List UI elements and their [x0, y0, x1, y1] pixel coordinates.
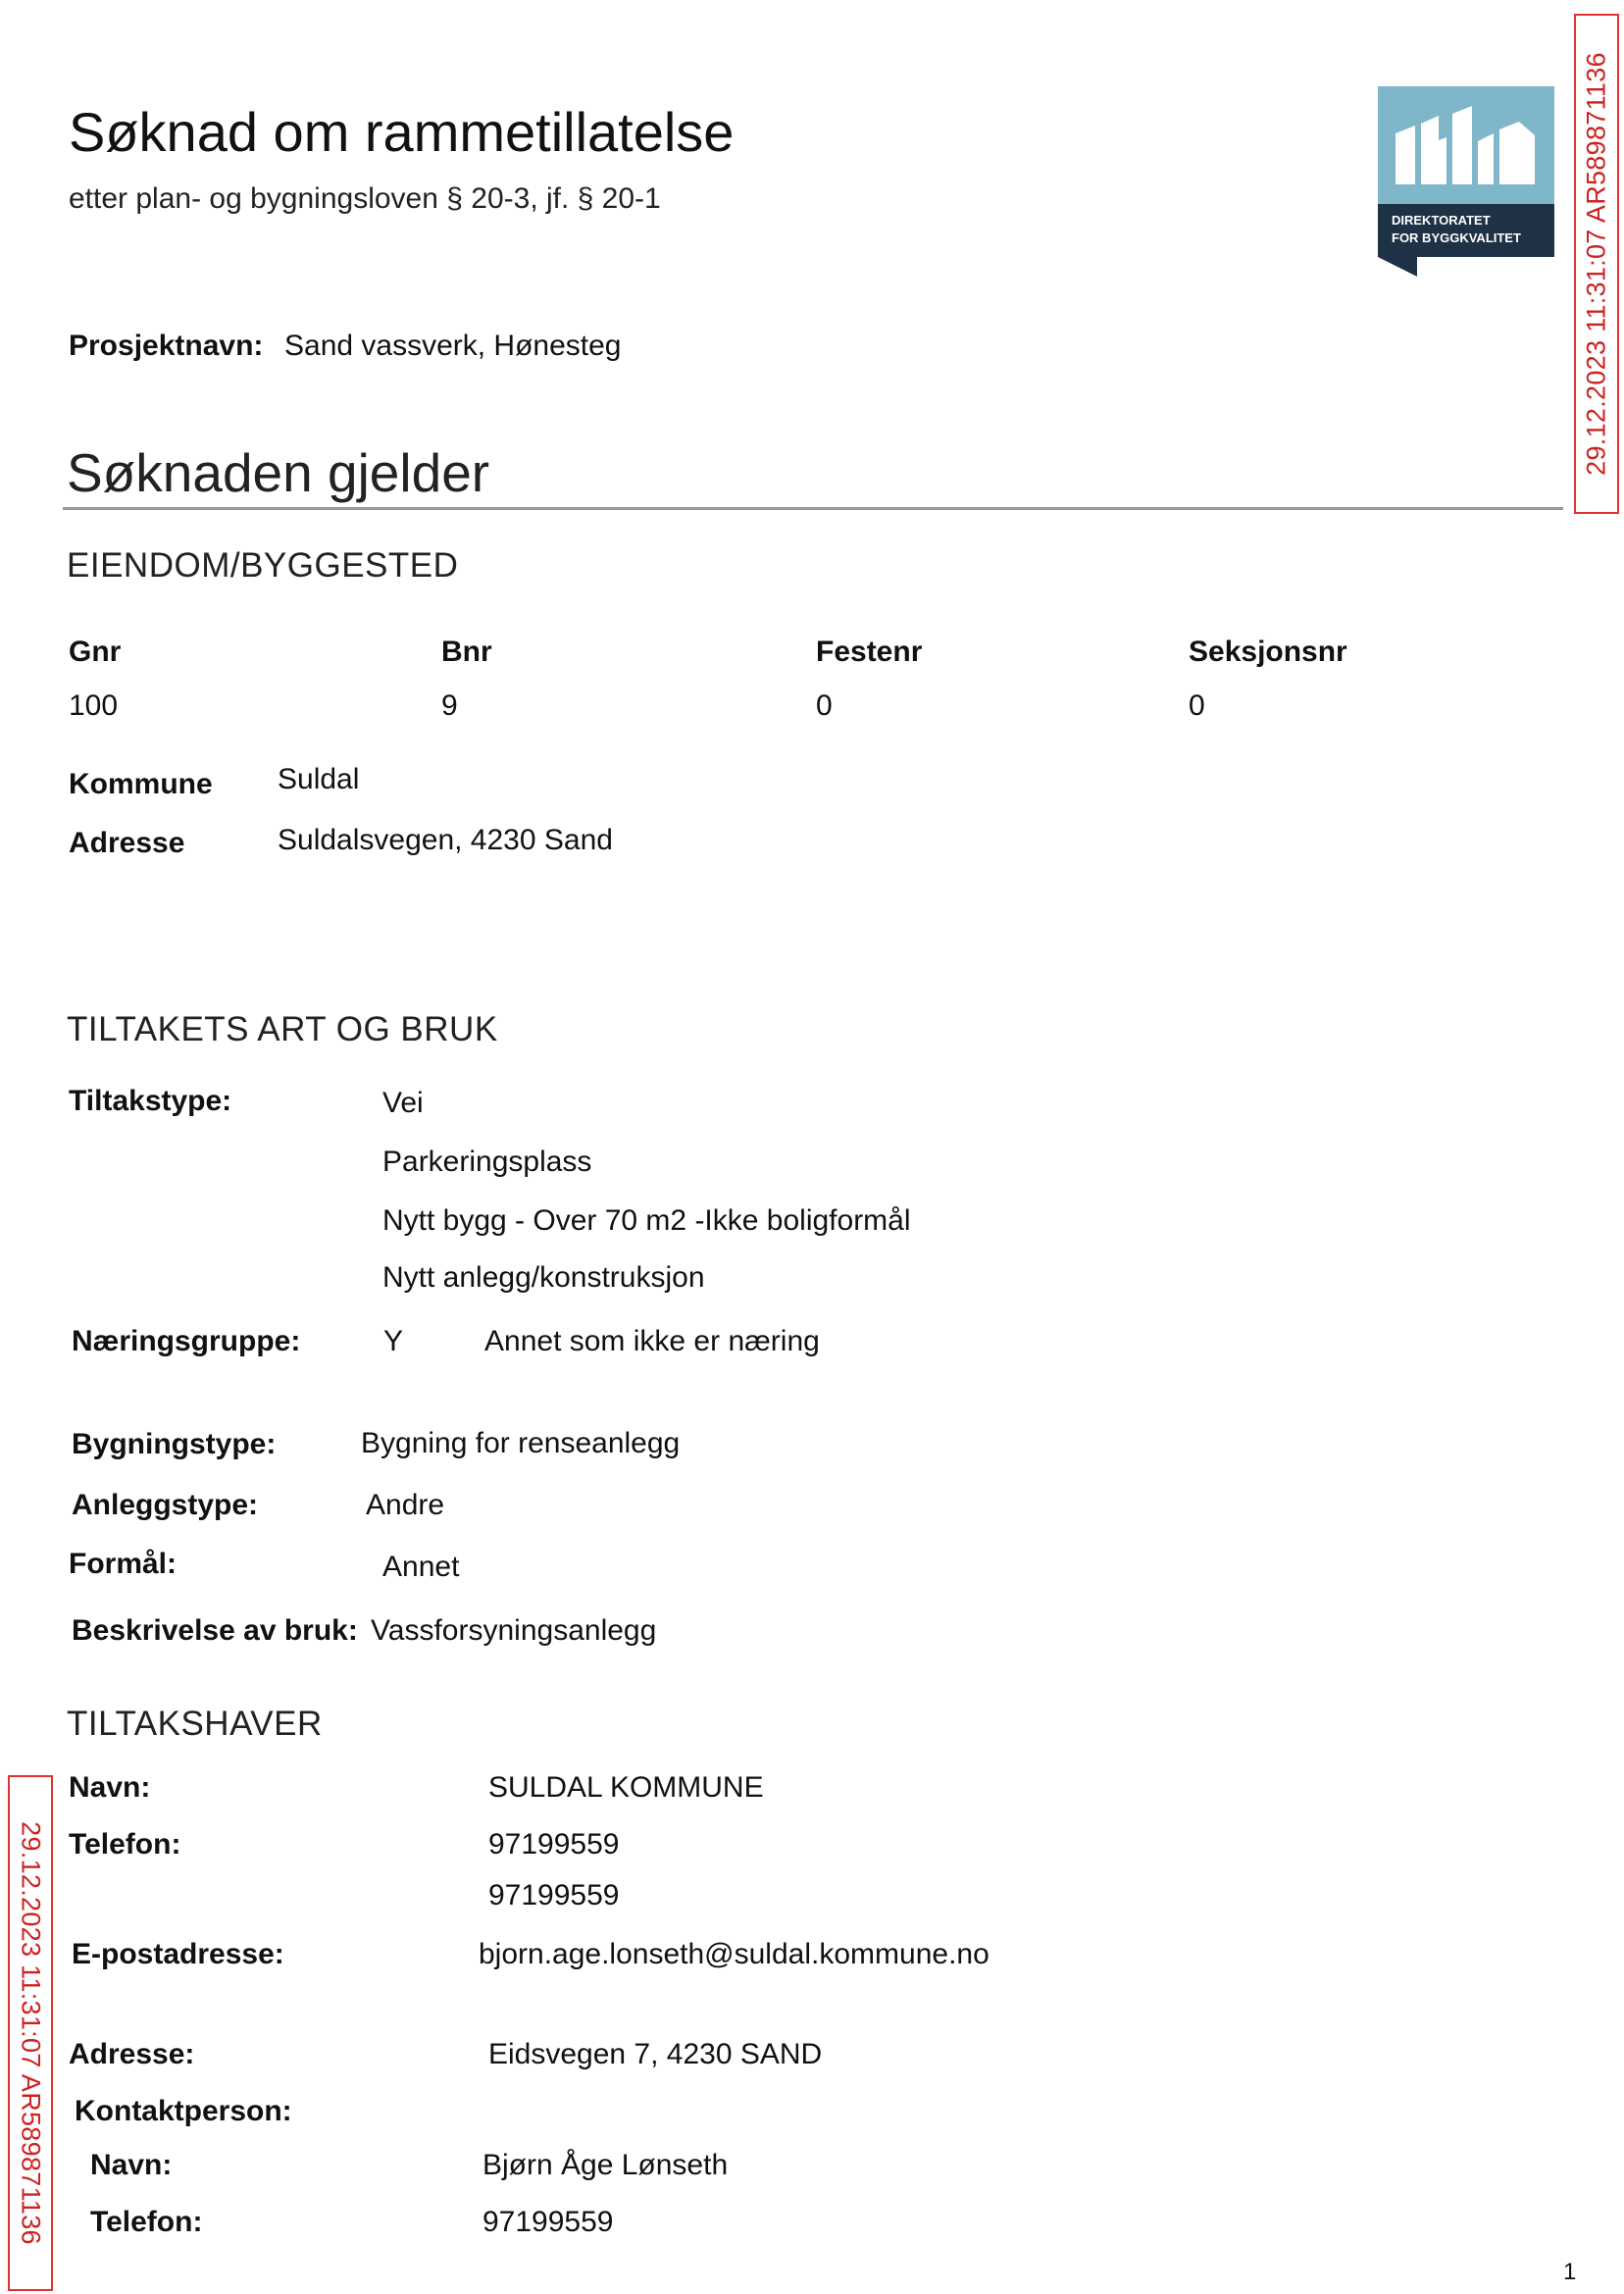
kontaktperson-navn-value: Bjørn Åge Lønseth: [482, 2149, 729, 2181]
anleggstype-value: Andre: [366, 1489, 445, 1521]
naeringsgruppe-label: Næringsgruppe:: [72, 1325, 301, 1357]
tiltakshaver-navn-value: SULDAL KOMMUNE: [488, 1771, 764, 1804]
document-title: Søknad om rammetillatelse: [69, 101, 735, 163]
tiltakshaver-telefon-value: 97199559: [488, 1828, 620, 1861]
formaal-label: Formål:: [69, 1548, 178, 1580]
tiltakshaver-adresse-label: Adresse:: [69, 2038, 195, 2070]
kommune-label: Kommune: [69, 768, 213, 800]
tiltakshaver-navn-label: Navn:: [69, 1771, 151, 1804]
kommune-value: Suldal: [278, 763, 360, 795]
archive-stamp-left: [8, 1775, 53, 2291]
project-name-value: Sand vassverk, Hønesteg: [284, 330, 622, 362]
bygningstype-value: Bygning for renseanlegg: [361, 1427, 681, 1459]
tiltakstype-item: Vei: [382, 1087, 424, 1119]
bnr-label: Bnr: [441, 636, 492, 668]
kontaktperson-label: Kontaktperson:: [75, 2095, 292, 2127]
tiltakstype-item: Nytt bygg - Over 70 m2 -Ikke boligformål: [382, 1204, 911, 1237]
kontaktperson-navn-label: Navn:: [90, 2149, 173, 2181]
kontaktperson-telefon-value: 97199559: [482, 2206, 614, 2238]
gnr-label: Gnr: [69, 636, 122, 668]
bygningstype-label: Bygningstype:: [72, 1428, 277, 1460]
stamp-text: 29.12.2023 11:31:07 AR589871136: [1581, 52, 1611, 476]
project-name-label: Prosjektnavn:: [69, 330, 264, 362]
archive-stamp-top: [1574, 14, 1619, 514]
beskrivelse-value: Vassforsyningsanlegg: [371, 1614, 657, 1647]
section-title: Søknaden gjelder: [67, 442, 490, 503]
tiltakstype-item: Nytt anlegg/konstruksjon: [382, 1261, 705, 1294]
seksjonsnr-label: Seksjonsnr: [1189, 636, 1347, 668]
eiendom-heading: EIENDOM/BYGGESTED: [67, 546, 459, 585]
tiltak-heading: TILTAKETS ART OG BRUK: [67, 1010, 498, 1048]
tiltakshaver-epost-value: bjorn.age.lonseth@suldal.kommune.no: [479, 1938, 990, 1970]
adresse-label: Adresse: [69, 827, 185, 859]
logo-text-line2: FOR BYGGKVALITET: [1392, 230, 1521, 245]
adresse-value: Suldalsvegen, 4230 Sand: [278, 824, 613, 856]
tiltakshaver-heading: TILTAKSHAVER: [67, 1705, 323, 1743]
beskrivelse-label: Beskrivelse av bruk:: [72, 1614, 358, 1647]
kontaktperson-telefon-label: Telefon:: [90, 2206, 203, 2238]
naeringsgruppe-value: Annet som ikke er næring: [484, 1325, 820, 1357]
logo-text-line1: DIREKTORATET: [1392, 213, 1491, 228]
page-number: 1: [1563, 2259, 1577, 2285]
document-subtitle: etter plan- og bygningsloven § 20-3, jf. § 20-1: [69, 182, 661, 215]
tiltakshaver-epost-label: E-postadresse:: [72, 1938, 284, 1970]
festenr-value: 0: [816, 689, 833, 722]
tiltakstype-item: Parkeringsplass: [382, 1146, 592, 1178]
tiltakshaver-telefon-value: 97199559: [488, 1879, 620, 1912]
bnr-value: 9: [441, 689, 458, 722]
festenr-label: Festenr: [816, 636, 923, 668]
gnr-value: 100: [69, 689, 119, 722]
formaal-value: Annet: [382, 1551, 460, 1583]
stamp-text: 29.12.2023 11:31:07 AR589871136: [16, 1821, 46, 2245]
tiltakstype-label: Tiltakstype:: [69, 1085, 232, 1117]
naeringsgruppe-code: Y: [383, 1325, 404, 1357]
dibk-logo: [1378, 86, 1554, 277]
tiltakshaver-adresse-value: Eidsvegen 7, 4230 SAND: [488, 2038, 823, 2070]
tiltakshaver-telefon-label: Telefon:: [69, 1828, 181, 1861]
anleggstype-label: Anleggstype:: [72, 1489, 259, 1521]
seksjonsnr-value: 0: [1189, 689, 1205, 722]
section-divider: [63, 507, 1563, 510]
